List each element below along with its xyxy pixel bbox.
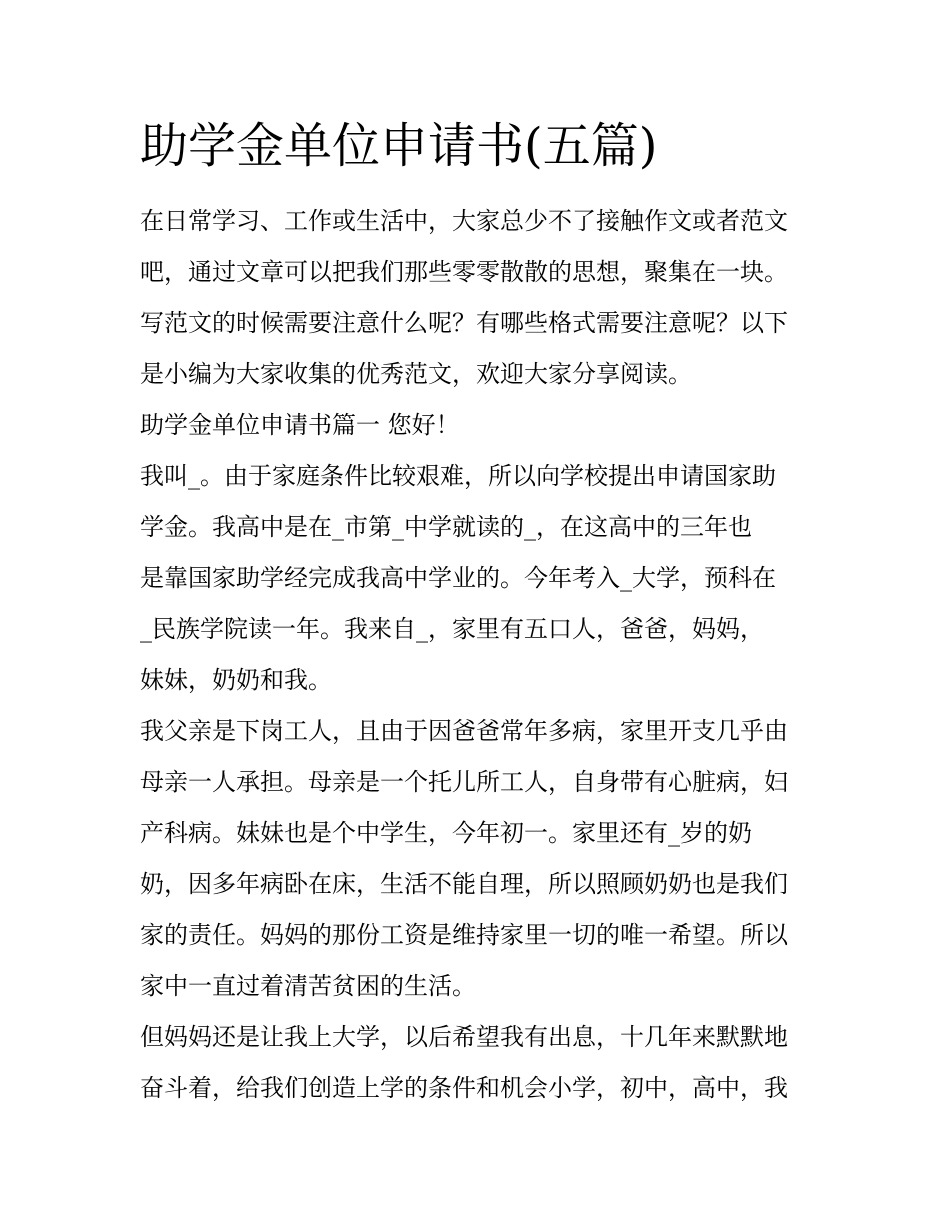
text-line: 学金。我高中是在_市第_中学就读的_，在这高中的三年也 bbox=[140, 513, 752, 541]
text-line: 吧，通过文章可以把我们那些零零散散的思想，聚集在一块。 bbox=[140, 258, 788, 286]
text-line: 我叫_。由于家庭条件比较艰难，所以向学校提出申请国家助 bbox=[140, 462, 776, 490]
paragraph-section-heading bbox=[140, 400, 812, 451]
text-line: 我父亲是下岗工人，且由于因爸爸常年多病，家里开支几乎由 bbox=[140, 717, 788, 745]
text-line: 母亲一人承担。母亲是一个托儿所工人，自身带有心脏病，妇 bbox=[140, 768, 788, 796]
paragraph-intro bbox=[140, 196, 812, 400]
text-line: 写范文的时候需要注意什么呢？有哪些格式需要注意呢？以下 bbox=[140, 309, 788, 337]
text-line: 奶，因多年病卧在床，生活不能自理，所以照顾奶奶也是我们 bbox=[140, 870, 788, 898]
paragraph-introduction-self bbox=[140, 451, 812, 706]
text-line: 是靠国家助学经完成我高中学业的。今年考入_大学，预科在 bbox=[140, 564, 776, 592]
text-line: 产科病。妹妹也是个中学生，今年初一。家里还有_岁的奶 bbox=[140, 819, 752, 847]
document-title: 助学金单位申请书(五篇) bbox=[140, 118, 658, 174]
paragraph-mother-support bbox=[140, 1012, 812, 1114]
text-line: 助学金单位申请书篇一 您好！ bbox=[140, 411, 460, 439]
text-line: _民族学院读一年。我来自_，家里有五口人，爸爸，妈妈， bbox=[140, 615, 764, 643]
text-line: 是小编为大家收集的优秀范文，欢迎大家分享阅读。 bbox=[140, 360, 692, 388]
paragraph-family-situation bbox=[140, 706, 812, 1012]
text-line: 在日常学习、工作或生活中，大家总少不了接触作文或者范文 bbox=[140, 207, 788, 235]
text-line: 妹妹，奶奶和我。 bbox=[140, 666, 332, 694]
text-line: 家的责任。妈妈的那份工资是维持家里一切的唯一希望。所以 bbox=[140, 921, 788, 949]
text-line: 奋斗着，给我们创造上学的条件和机会小学，初中，高中，我 bbox=[140, 1074, 788, 1102]
text-line: 但妈妈还是让我上大学，以后希望我有出息，十几年来默默地 bbox=[140, 1023, 788, 1051]
document-body bbox=[140, 196, 812, 1114]
text-line: 家中一直过着清苦贫困的生活。 bbox=[140, 972, 476, 1000]
